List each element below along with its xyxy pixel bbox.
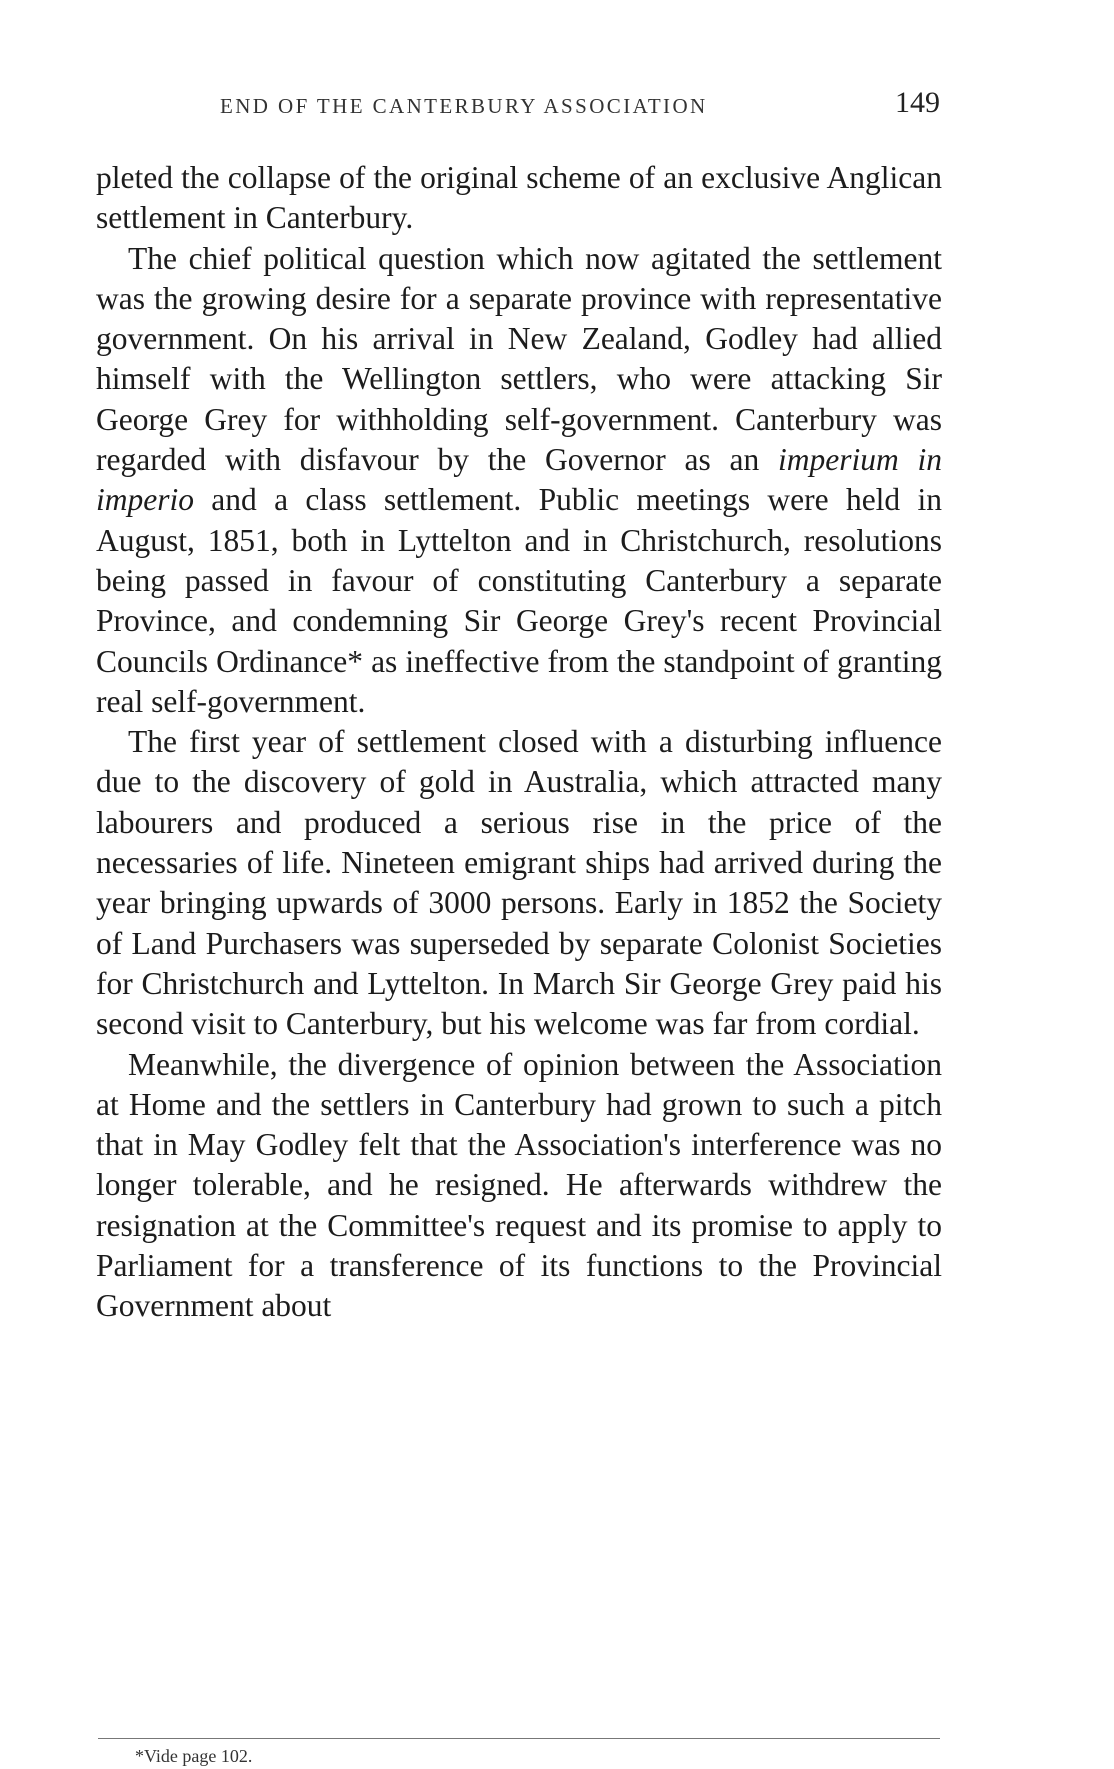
paragraph-2: [96, 239, 942, 723]
running-head: [98, 86, 940, 126]
latin-phrase: imperium in imperio: [96, 442, 942, 518]
paragraph-2-part-b: and a class settlement. Public meetings were held in August, 1851, both in Lyttelton and in Christchurch, resolutions being passed in favour of constituting Canterbury a separate Province, and condemning Sir George Grey's recent Provincial Councils Ordinance* as ineffective from the standpoint of granting real self-government.: [96, 482, 942, 719]
paragraph-2-part-a: The chief political question which now agitated the settlement was the growing desire for a separate province with representative government. On his arrival in New Zealand, Godley had allied himself with the Wellington settlers, who were attacking Sir George Grey for withholding self-government. Canterbury was regarded with disfavour by the Governor as an: [96, 240, 942, 478]
paragraph-3: The first year of settlement closed with a disturbing influence due to the discovery of gold in Australia, which attracted many labourers and produced a serious rise in the price of the necessaries of life. Nineteen emigrant ships had arrived during the year bringing upwards of 3000 persons. Early in 1852 the Society of Land Purchasers was superseded by separate Colonist Societies for Christchurch and Lyttelton. In March Sir George Grey paid his second visit to Canterbury, but his welcome was far from cordial.: [96, 724, 942, 1042]
running-title: END OF THE CANTERBURY ASSOCIATION: [220, 94, 708, 118]
paragraph-4: Meanwhile, the divergence of opinion between the Association at Home and the settlers in Canterbury had grown to such a pitch that in May Godley felt that the Association's interference was no longer tolerable, and he resigned. He afterwards withdrew the resignation at the Committee's request and its promise to apply to Parliament for a transference of its functions to the Provincial Government about: [96, 1046, 942, 1324]
footnote-rule: [98, 1738, 940, 1739]
paragraph-1: pleted the collapse of the original scheme of an exclusive Anglican settlement in Canterbury.: [96, 160, 942, 236]
footnote: *Vide page 102.: [135, 1746, 253, 1766]
body-text: [96, 158, 942, 1327]
page-number: 149: [895, 86, 940, 119]
